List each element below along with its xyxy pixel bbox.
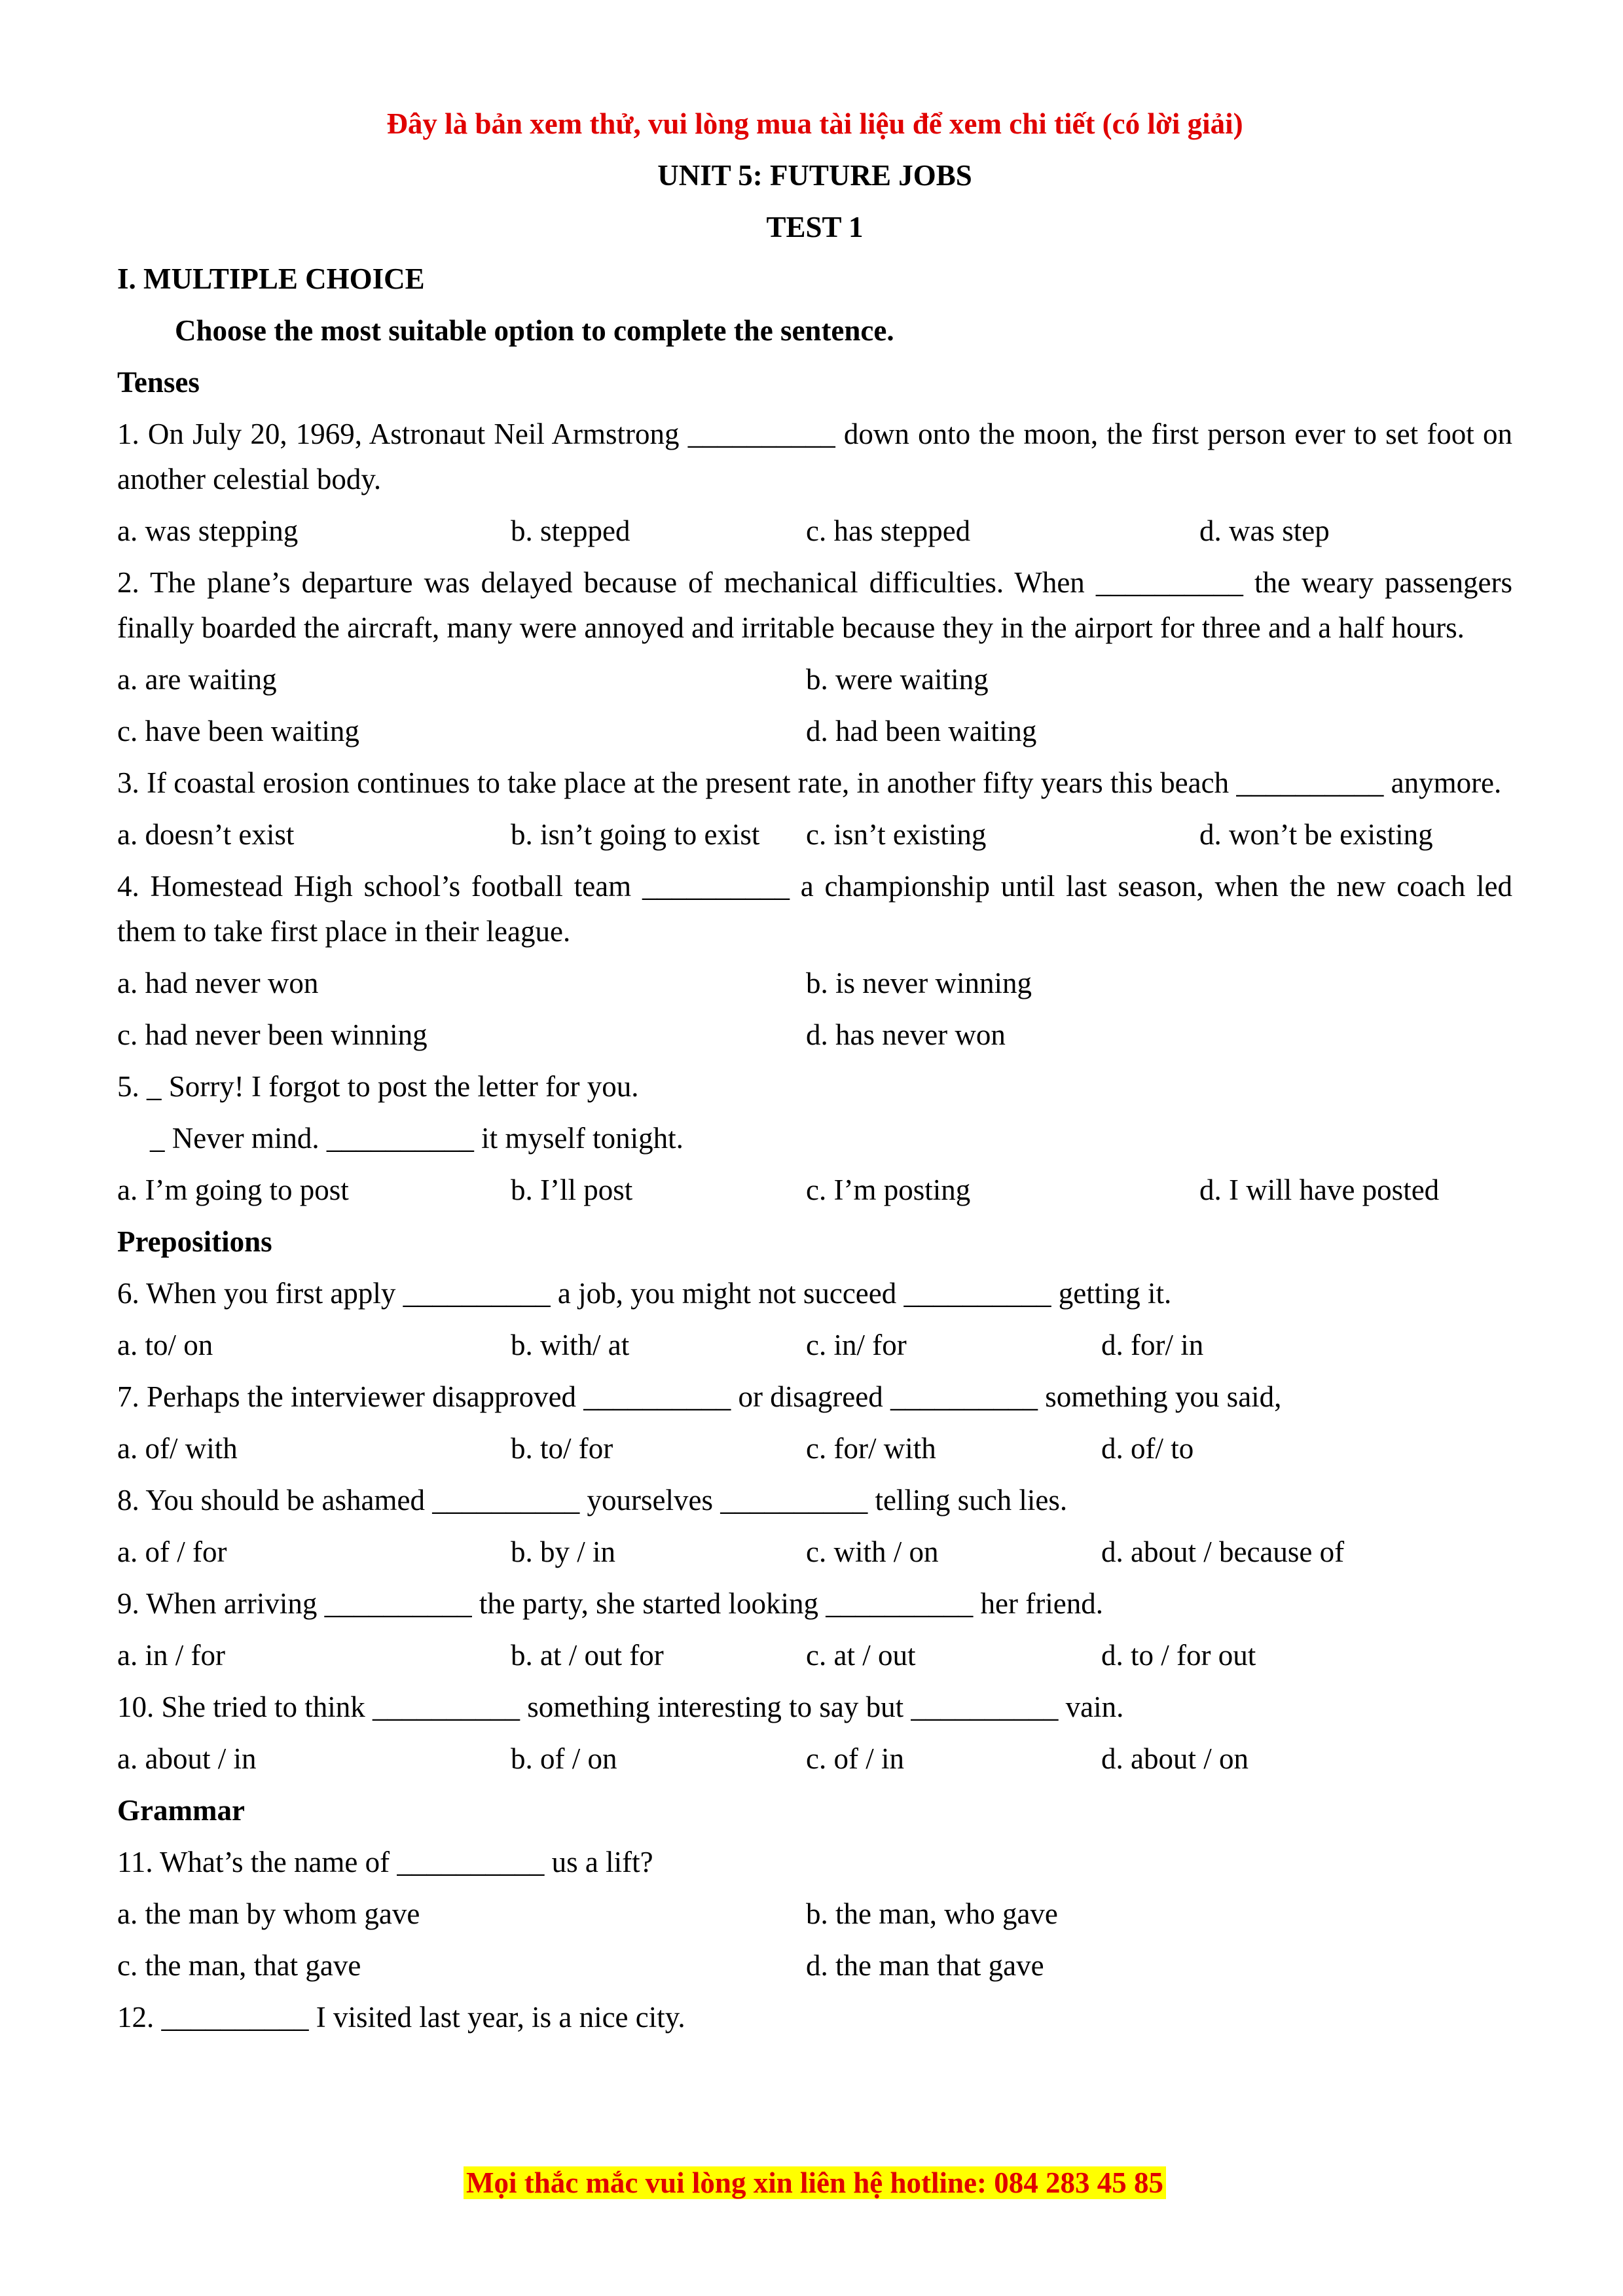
question-4: 4. Homestead High school’s football team __________ a championship until last season, when the new coach led them to take first place in their league. xyxy=(117,870,1512,948)
question-2-options-row-2 xyxy=(117,706,1512,757)
option-d: d. had been waiting xyxy=(806,715,1037,747)
option-d: d. of/ to xyxy=(1101,1432,1194,1465)
hotline-notice-text: Mọi thắc mắc vui lòng xin liên hệ hotline: 084 283 45 85 xyxy=(464,2166,1166,2199)
hotline-notice xyxy=(117,2160,1512,2206)
question-2: 2. The plane’s departure was delayed because of mechanical difficulties. When __________ the weary passengers finally boarded the aircraft, many were annoyed and irritable because they in the airport for three and a half hours. xyxy=(117,566,1512,644)
section-title: I. MULTIPLE CHOICE xyxy=(117,262,425,295)
option-d: d. about / on xyxy=(1101,1742,1249,1775)
option-b: b. the man, who gave xyxy=(806,1897,1058,1930)
option-a: a. the man by whom gave xyxy=(117,1897,420,1930)
question-5-line-2: _ Never mind. __________ it myself tonight. xyxy=(150,1122,684,1155)
option-c: c. have been waiting xyxy=(117,715,359,747)
option-c: c. at / out xyxy=(806,1639,916,1672)
option-c: c. the man, that gave xyxy=(117,1949,361,1982)
option-b: b. is never winning xyxy=(806,967,1032,999)
group-heading-tenses: Tenses xyxy=(117,366,200,399)
question-11-options-row-1 xyxy=(117,1888,1512,1940)
question-1-options xyxy=(117,505,1512,557)
test-title: TEST 1 xyxy=(766,211,864,243)
option-b: b. of / on xyxy=(511,1742,617,1775)
option-a: a. of / for xyxy=(117,1535,227,1568)
option-a: a. doesn’t exist xyxy=(117,818,295,851)
question-9: 9. When arriving __________ the party, she started looking __________ her friend. xyxy=(117,1587,1103,1620)
option-d: d. to / for out xyxy=(1101,1639,1256,1672)
question-7: 7. Perhaps the interviewer disapproved __________ or disagreed __________ something you said, xyxy=(117,1380,1282,1413)
preview-notice: Đây là bản xem thử, vui lòng mua tài liệu để xem chi tiết (có lời giải) xyxy=(386,107,1243,140)
option-b: b. with/ at xyxy=(511,1329,630,1361)
question-2-options-row-1 xyxy=(117,654,1512,706)
option-d: d. was step xyxy=(1199,514,1330,547)
option-a: a. of/ with xyxy=(117,1432,238,1465)
option-b: b. I’ll post xyxy=(511,1174,633,1206)
option-a: a. to/ on xyxy=(117,1329,213,1361)
group-heading-grammar: Grammar xyxy=(117,1794,245,1827)
question-3: 3. If coastal erosion continues to take place at the present rate, in another fifty years this beach __________ anymore. xyxy=(117,766,1502,799)
option-c: c. with / on xyxy=(806,1535,939,1568)
option-c: c. had never been winning xyxy=(117,1018,428,1051)
option-c: c. isn’t existing xyxy=(806,818,987,851)
option-b: b. stepped xyxy=(511,514,630,547)
question-5-line-1: 5. _ Sorry! I forgot to post the letter for you. xyxy=(117,1070,639,1103)
option-d: d. about / because of xyxy=(1101,1535,1345,1568)
option-d: d. I will have posted xyxy=(1199,1174,1440,1206)
option-a: a. was stepping xyxy=(117,514,299,547)
question-9-options xyxy=(117,1630,1512,1681)
option-c: c. of / in xyxy=(806,1742,904,1775)
question-6-options xyxy=(117,1319,1512,1371)
option-b: b. to/ for xyxy=(511,1432,613,1465)
option-d: d. won’t be existing xyxy=(1199,818,1433,851)
option-b: b. isn’t going to exist xyxy=(511,818,760,851)
option-a: a. I’m going to post xyxy=(117,1174,349,1206)
option-a: a. are waiting xyxy=(117,663,277,696)
question-11-options-row-2 xyxy=(117,1940,1512,1992)
option-d: d. has never won xyxy=(806,1018,1006,1051)
question-5-options xyxy=(117,1164,1512,1216)
option-c: c. has stepped xyxy=(806,514,971,547)
question-1: 1. On July 20, 1969, Astronaut Neil Armstrong __________ down onto the moon, the first person ever to set foot on another celestial body. xyxy=(117,418,1512,495)
group-heading-prepositions: Prepositions xyxy=(117,1225,272,1258)
option-d: d. the man that gave xyxy=(806,1949,1044,1982)
option-b: b. at / out for xyxy=(511,1639,664,1672)
question-8-options xyxy=(117,1526,1512,1578)
question-4-options-row-2 xyxy=(117,1009,1512,1061)
question-8: 8. You should be ashamed __________ yourselves __________ telling such lies. xyxy=(117,1484,1068,1516)
question-10-options xyxy=(117,1733,1512,1785)
document-page xyxy=(117,98,1512,2212)
option-b: b. were waiting xyxy=(806,663,989,696)
option-c: c. in/ for xyxy=(806,1329,907,1361)
option-a: a. had never won xyxy=(117,967,319,999)
section-instruction: Choose the most suitable option to complete the sentence. xyxy=(175,314,894,347)
option-a: a. about / in xyxy=(117,1742,257,1775)
question-4-options-row-1 xyxy=(117,958,1512,1009)
unit-title: UNIT 5: FUTURE JOBS xyxy=(657,159,972,192)
question-11: 11. What’s the name of __________ us a lift? xyxy=(117,1846,653,1878)
question-12: 12. __________ I visited last year, is a nice city. xyxy=(117,2001,685,2034)
question-3-options xyxy=(117,809,1512,861)
option-b: b. by / in xyxy=(511,1535,616,1568)
option-c: c. for/ with xyxy=(806,1432,936,1465)
option-d: d. for/ in xyxy=(1101,1329,1204,1361)
option-c: c. I’m posting xyxy=(806,1174,971,1206)
question-10: 10. She tried to think __________ something interesting to say but __________ vain. xyxy=(117,1691,1124,1723)
question-7-options xyxy=(117,1423,1512,1475)
question-6: 6. When you first apply __________ a job, you might not succeed __________ getting it. xyxy=(117,1277,1172,1310)
option-a: a. in / for xyxy=(117,1639,225,1672)
